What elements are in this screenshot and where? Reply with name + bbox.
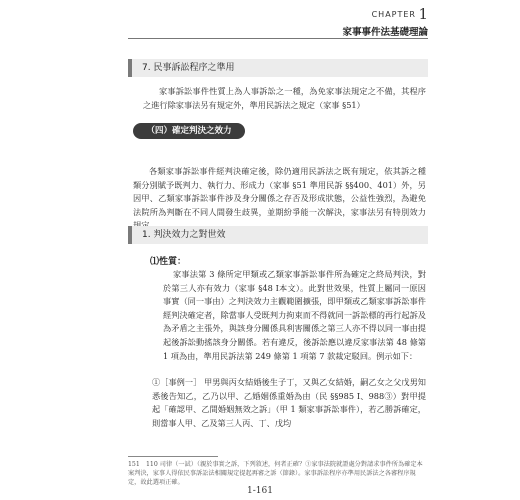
page-number: 1-161: [247, 486, 273, 496]
section-4-heading: （四）確定判決之效力: [133, 123, 245, 139]
chapter-number: 1: [418, 5, 428, 23]
section-4-paragraph: 各類家事訴訟事件經判決確定後，除仍適用民訴法之既有規定，依其訴之種類分別賦予既判力、執行力、形成力（家事 §51 準用民訴 §§400、401）外，另因甲、乙類家事訴訟事件涉及身分關係之存否及形成狀態，公益性強烈，為避免法院所為判斷在不同人間發生歧異，並期紛爭能一次解決，家事法另有特別效力: [133, 166, 426, 217]
subsection-1-heading: 1. 判決效力之對世效: [128, 226, 428, 244]
section-7-heading: 7. 民事訴訟程序之準用: [128, 59, 428, 77]
item-heading: ⑴性質：: [150, 257, 187, 267]
chapter-title: 家事事件法基礎理論: [342, 27, 428, 38]
footnote-rule: [128, 456, 218, 457]
example-paragraph: ①［事例一］ 甲男與丙女結婚後生子丁，又與乙女結婚，嗣乙女之父戊男知悉後告知乙，乙乃以甲、乙婚姻係重婚為由（民 §§985 Ⅰ、988③）對甲提起「確認甲、乙間婚姻無效之訴」（甲 1 類家事訴訟事件），若乙勝訴確定，則當事人甲、乙及第三人丙、丁、戊均: [152, 377, 426, 428]
header-rule: [128, 38, 428, 39]
footnote: 151 110 司律（一試）（親於事實之訴，下列敘述，何者正確？①家事法院就證處分對請求事件所為確定本案判決，家事人得依民事訴訟法相關規定提起再審之訴（節錄）。家事訴訟程序亦準用民訴法之各審程序規定，故此選項正確。: [128, 461, 423, 487]
subsection-1-paragraph: 家事法第 3 條所定甲類或乙類家事訴訟事件所為確定之終局判決，對於第三人亦有效力（家事 §48 Ⅰ本文）。此對世效果，性質上屬同一原因事實（同一事由）之判決效力主觀範圍擴張，即甲類或乙類家事訴訟事件經判決確定者，除當事人受既判力拘束而不得就同一訴訟標的再行起訴及為矛盾之主張外，與該身分關係具利害關係之第三人亦不得以同一事由提起後訴訟動搖該身分關係。若有違反，後訴訟應以違反家事法第 48 條第 1 項為由，準用民訴法第 249 條第 1 項第 7 款裁定駁回。例示如下：: [163, 269, 426, 361]
chapter-label: CHAPTER: [371, 10, 416, 19]
section-7-paragraph: 家事訴訟事件性質上為人事訴訟之一種，為免家事法規定之不備，其程序之進行除家事法另有規定外，準用民訴法之規定（家事 §51）: [143, 86, 426, 110]
